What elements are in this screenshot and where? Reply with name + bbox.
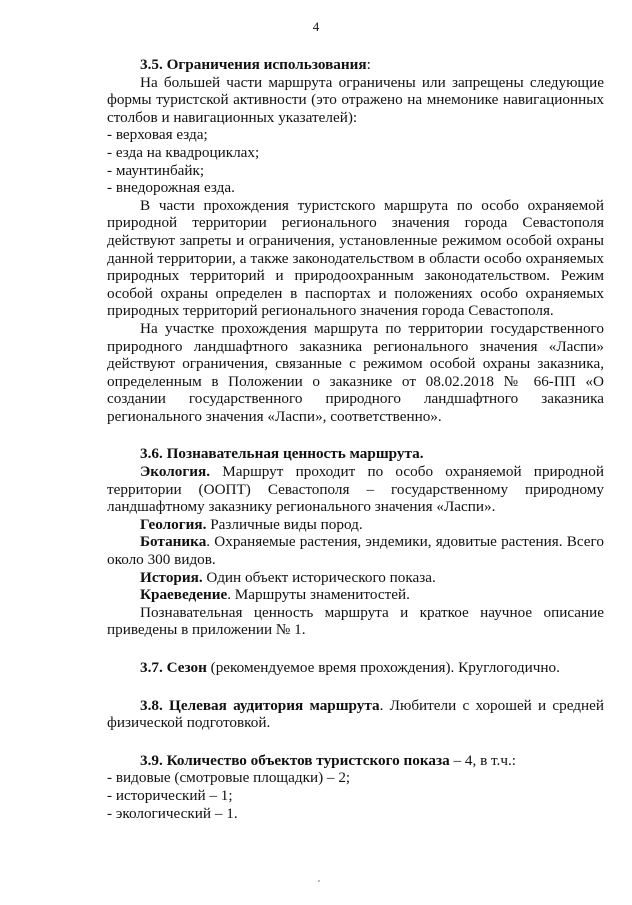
ecology-label: Экология.: [140, 463, 211, 481]
local-history-paragraph: [107, 586, 604, 604]
section-3-5-paragraph-3: На участке прохождения маршрута по территории государственного природного ландшафтного заказника регионального значения «Ласпи» действуют ограничения, связанные с режимом особой охраны заказника, определенным в Положении о заказнике от 08.02.2018 № 66-ПП «О создании государственного природного ландшафтного заказника регионального значения «Ласпи», соответственно».: [107, 319, 604, 425]
history-text: Один объект исторического показа.: [202, 568, 436, 586]
botany-text: . Охраняемые растения, эндемики, ядовитые растения. Всего около 300 видов.: [107, 533, 604, 569]
section-3-9-paragraph: [107, 752, 604, 770]
restriction-item: - маунтинбайк;: [107, 161, 205, 179]
section-3-8-title: 3.8. Целевая аудитория маршрута: [140, 696, 380, 714]
cognitive-value-paragraph: Познавательная ценность маршрута и краткое научное описание приведены в приложении № 1.: [107, 603, 604, 639]
section-3-8-text: . Любители с хорошей и средней физической подготовкой.: [107, 696, 604, 732]
history-label: История.: [140, 568, 203, 586]
section-3-5-title: 3.5. Ограничения использования: [140, 56, 367, 73]
display-object-item: - исторический – 1;: [107, 786, 233, 804]
section-3-5-colon: :: [366, 56, 371, 73]
section-3-7-paragraph: [107, 659, 604, 677]
scan-speck: [318, 880, 320, 882]
geology-text: Различные виды пород.: [206, 515, 363, 533]
botany-paragraph: [107, 533, 604, 568]
section-3-5-heading: [140, 56, 604, 74]
ecology-text: Маршрут проходит по особо охраняемой природной территории (ООПТ) Севастополя – государственному природному ландшафтному заказнику регионального значения «Ласпи».: [107, 463, 604, 516]
local-history-text: . Маршруты знаменитостей.: [227, 586, 410, 604]
section-3-7-text: (рекомендуемое время прохождения). Круглогодично.: [206, 659, 560, 676]
section-3-5-paragraph-2: В части прохождения туристского маршрута по особо охраняемой природной территории регионального значения города Севастополя действуют запреты и ограничения, установленные режимом особой охраны данной территории, а также законодательством в области особо охраняемых природных территорий и природоохранным законодательством. Режим особой охраны определен в паспортах и положениях особо охраняемых природных территорий регионального значения города Севастополя.: [107, 196, 604, 320]
history-paragraph: [107, 569, 604, 587]
section-3-5-paragraph-1: На большей части маршрута ограничены или запрещены следующие формы туристской активности (это отражено на мнемонике навигационных столбов и навигационных указателей):: [107, 73, 604, 126]
geology-label: Геология.: [140, 515, 207, 533]
section-3-7-title: 3.7. Сезон: [140, 659, 207, 676]
section-3-9-title: 3.9. Количество объектов туристского показа: [140, 751, 450, 769]
ecology-paragraph: [107, 463, 604, 516]
section-3-6-title: 3.6. Познавательная ценность маршрута.: [140, 445, 424, 463]
display-object-item: - видовые (смотровые площадки) – 2;: [107, 769, 351, 787]
page-content: [107, 56, 604, 822]
section-3-9-text: – 4, в т.ч.:: [449, 751, 516, 769]
display-object-item: - экологический – 1.: [107, 804, 238, 822]
restriction-item: - внедорожная езда.: [107, 179, 235, 197]
geology-paragraph: [107, 516, 604, 534]
section-3-6-heading: [140, 445, 604, 463]
restriction-item: - верховая езда;: [107, 126, 208, 144]
section-3-8-paragraph: [107, 697, 604, 732]
local-history-label: Краеведение: [140, 586, 228, 604]
restriction-item: - езда на квадроциклах;: [107, 143, 260, 161]
botany-label: Ботаника: [140, 533, 207, 551]
page-number: 4: [312, 19, 320, 34]
